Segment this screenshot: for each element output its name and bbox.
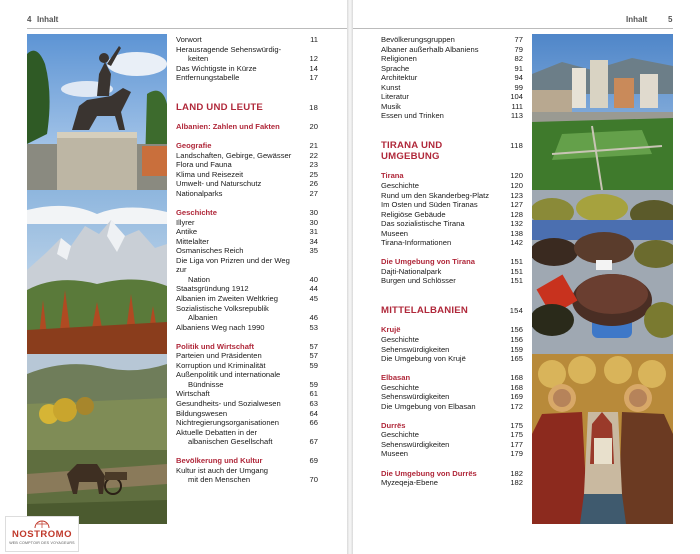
logo-name: NOSTROMO	[12, 529, 72, 540]
toc-entry-title: Vorwort	[176, 35, 202, 44]
toc-page-number: 156	[510, 325, 523, 335]
toc-page-number: 18	[309, 102, 318, 112]
toc-entry-title: Albanien im Zweiten Weltkrieg	[176, 293, 278, 303]
toc-page-number: 120	[510, 180, 523, 190]
toc-entry[interactable]	[176, 313, 318, 323]
toc-entry-title: Das Wichtigste in Kürze	[176, 63, 257, 73]
toc-entry-title: Außenpolitik und internationale	[176, 370, 281, 380]
toc-page-number: 99	[514, 82, 523, 92]
toc-spacer	[176, 113, 318, 123]
right-page	[353, 0, 700, 554]
toc-entry-title: Parteien und Präsidenten	[176, 351, 262, 361]
toc-entry-title: Rund um den Skanderbeg-Platz	[381, 190, 490, 200]
toc-entry[interactable]	[176, 179, 318, 189]
toc-entry[interactable]	[381, 181, 523, 191]
toc-entry[interactable]	[176, 418, 318, 428]
toc-entry-title: Krujë	[381, 325, 401, 335]
toc-page-number: 12	[309, 54, 318, 64]
toc-entry[interactable]	[381, 392, 523, 402]
globe-icon	[34, 519, 50, 529]
photo-mountains-autumn	[27, 190, 167, 354]
toc-entry-title: Gesundheits- und Sozialwesen	[176, 398, 281, 408]
toc-entry-title: LAND UND LEUTE	[176, 101, 264, 113]
toc-entry[interactable]	[381, 238, 523, 248]
toc-section-heading[interactable]	[381, 257, 523, 267]
toc-entry-title: Sehenswürdigkeiten	[381, 439, 450, 449]
toc-entry[interactable]	[176, 189, 318, 199]
toc-entry-title: Geschichte	[381, 430, 419, 440]
toc-entry[interactable]	[176, 45, 318, 55]
toc-page-number: 64	[309, 408, 318, 418]
toc-page-number: 44	[309, 284, 318, 294]
toc-entry[interactable]	[176, 399, 318, 409]
toc-entry-title: Entfernungstabelle	[176, 73, 240, 83]
toc-left-column	[176, 35, 318, 485]
toc-entry-title: Nation	[188, 274, 210, 284]
toc-entry-title: Tirana	[381, 171, 404, 181]
toc-entry-title: Klima und Reisezeit	[176, 169, 244, 179]
toc-entry[interactable]	[381, 383, 523, 393]
toc-page-number: 132	[510, 219, 523, 229]
toc-entry[interactable]	[381, 210, 523, 220]
toc-entry[interactable]	[381, 73, 523, 83]
toc-entry[interactable]	[176, 409, 318, 419]
toc-page-number: 66	[309, 418, 318, 428]
toc-spacer	[381, 316, 523, 326]
toc-entry-title: Myzeqeja-Ebene	[381, 478, 438, 488]
toc-page-number: 179	[510, 449, 523, 459]
toc-entry[interactable]	[176, 323, 318, 333]
toc-entry[interactable]	[176, 275, 318, 285]
toc-page-number	[300, 304, 318, 314]
toc-entry-title: Albanien	[188, 313, 218, 323]
toc-page-number: 61	[309, 389, 318, 399]
toc-entry[interactable]	[176, 428, 318, 438]
toc-entry-title: Im Osten und Süden Tiranas	[381, 200, 478, 210]
toc-section-heading[interactable]	[176, 122, 318, 132]
toc-entry[interactable]	[176, 361, 318, 371]
toc-chapter-heading[interactable]	[381, 140, 523, 162]
toc-page-number: 182	[510, 468, 523, 478]
toc-chapter-heading[interactable]	[176, 102, 318, 113]
toc-page-number: 26	[309, 179, 318, 189]
toc-page-number	[300, 370, 318, 380]
toc-entry-title: Sehenswürdigkeiten	[381, 392, 450, 402]
toc-page-number: 94	[514, 73, 523, 83]
toc-page-number: 104	[510, 92, 523, 102]
toc-spacer	[176, 132, 318, 142]
toc-entry[interactable]	[381, 402, 523, 412]
toc-page-number: 156	[510, 334, 523, 344]
toc-entry-title: Geschichte	[381, 334, 419, 344]
toc-entry[interactable]	[176, 64, 318, 74]
toc-page-number: 30	[309, 217, 318, 227]
toc-entry[interactable]	[176, 151, 318, 161]
toc-page-number: 70	[309, 475, 318, 485]
toc-section-heading[interactable]	[381, 171, 523, 181]
toc-page-number	[300, 466, 318, 476]
toc-entry[interactable]	[176, 304, 318, 314]
toc-entry[interactable]	[176, 475, 318, 485]
toc-page-number: 53	[309, 322, 318, 332]
toc-entry-title: Mittelalter	[176, 236, 209, 246]
toc-page-number: 118	[510, 140, 523, 150]
toc-entry-title: Die Umgebung von Elbasan	[381, 401, 476, 411]
toc-entry-title: Nationalparks	[176, 189, 223, 199]
toc-entry[interactable]	[381, 229, 523, 239]
toc-entry-title: Flora und Fauna	[176, 160, 232, 170]
toc-page-number: 57	[309, 351, 318, 361]
toc-page-number: 17	[309, 73, 318, 83]
toc-page-number: 177	[510, 439, 523, 449]
toc-page-number: 151	[510, 276, 523, 286]
toc-entry[interactable]	[381, 111, 523, 121]
right-header-rule	[353, 28, 673, 29]
toc-entry-title: Osmanisches Reich	[176, 246, 244, 256]
toc-page-number	[300, 256, 318, 275]
toc-page-number: 40	[309, 274, 318, 284]
toc-entry[interactable]	[381, 35, 523, 45]
toc-section-heading[interactable]	[176, 342, 318, 352]
toc-entry[interactable]	[381, 335, 523, 345]
toc-entry-title: Albaner außerhalb Albaniens	[381, 44, 479, 54]
toc-entry-title: Durrës	[381, 420, 406, 430]
left-running-head: Inhalt	[37, 15, 59, 24]
toc-entry-title: Staatsgründung 1912	[176, 284, 249, 294]
toc-spacer	[381, 459, 523, 469]
toc-entry-title: Umwelt- und Naturschutz	[176, 179, 262, 189]
toc-entry-title: Bevölkerungsgruppen	[381, 35, 455, 44]
toc-entry-title: Die Umgebung von Tirana	[381, 257, 475, 267]
toc-page-number: 168	[510, 382, 523, 392]
toc-entry[interactable]	[176, 246, 318, 256]
toc-page-number: 20	[309, 122, 318, 132]
toc-page-number: 35	[309, 246, 318, 256]
toc-page-number: 34	[309, 236, 318, 246]
toc-page-number: 69	[309, 456, 318, 466]
toc-page-number: 182	[510, 478, 523, 488]
toc-page-number: 154	[509, 305, 523, 315]
toc-entry-title: Sozialistische Volksrepublik	[176, 303, 269, 313]
toc-entry[interactable]	[381, 45, 523, 55]
toc-entry[interactable]	[381, 64, 523, 74]
logo-tagline: WEB COMPTOIR DES VOYAGEURS	[9, 541, 75, 545]
toc-entry[interactable]	[176, 54, 318, 64]
toc-entry-title: Bevölkerung und Kultur	[176, 456, 263, 466]
toc-page-number: 14	[309, 63, 318, 73]
toc-page-number: 79	[514, 44, 523, 54]
toc-page-number	[300, 428, 318, 438]
toc-entry-title: Antike	[176, 227, 198, 237]
toc-entry[interactable]	[176, 256, 318, 275]
toc-entry[interactable]	[381, 92, 523, 102]
toc-entry[interactable]	[176, 370, 318, 380]
toc-entry-title: Albaniens Weg nach 1990	[176, 322, 265, 332]
toc-page-number: 30	[309, 208, 318, 218]
toc-entry-title: Albanien: Zahlen und Fakten	[176, 122, 280, 132]
toc-spacer	[176, 332, 318, 342]
toc-entry-title: Geschichte	[176, 208, 217, 218]
left-header-rule	[27, 28, 347, 29]
toc-entry[interactable]	[381, 83, 523, 93]
toc-entry[interactable]	[176, 389, 318, 399]
toc-page-number: 63	[309, 398, 318, 408]
toc-entry-title: Musik	[381, 101, 401, 111]
toc-page-number: 175	[510, 430, 523, 440]
toc-entry[interactable]	[381, 430, 523, 440]
toc-page-number: 59	[309, 360, 318, 370]
toc-entry[interactable]	[176, 35, 318, 45]
toc-spacer	[381, 286, 523, 305]
toc-page-number: 59	[309, 379, 318, 389]
toc-entry-title: Religionen	[381, 54, 417, 64]
toc-entry-title: mit den Menschen	[188, 475, 251, 485]
toc-spacer	[381, 248, 523, 258]
toc-page-number: 77	[514, 35, 523, 44]
toc-entry[interactable]	[381, 267, 523, 277]
toc-page-number: 31	[309, 227, 318, 237]
toc-page-number: 165	[510, 354, 523, 364]
toc-entry-title: Kultur ist auch der Umgang	[176, 465, 269, 475]
toc-entry-title: Wirtschaft	[176, 389, 210, 399]
photo-tirana-city	[532, 34, 673, 190]
toc-page-number: 23	[309, 160, 318, 170]
toc-entry[interactable]	[176, 160, 318, 170]
toc-entry-title: keiten	[188, 54, 209, 64]
toc-entry[interactable]	[176, 466, 318, 476]
toc-entry[interactable]	[381, 102, 523, 112]
toc-entry[interactable]	[381, 191, 523, 201]
toc-entry-title: Kunst	[381, 82, 401, 92]
toc-page-number: 27	[309, 189, 318, 199]
toc-entry[interactable]	[176, 351, 318, 361]
toc-section-heading[interactable]	[381, 421, 523, 431]
left-page	[0, 0, 347, 554]
toc-page-number: 151	[510, 257, 523, 267]
toc-page-number	[300, 45, 318, 55]
toc-entry-title: Politik und Wirtschaft	[176, 341, 254, 351]
toc-entry-title: TIRANA UND UMGEBUNG	[381, 139, 443, 162]
toc-entry-title: Burgen und Schlösser	[381, 276, 456, 286]
toc-entry[interactable]	[176, 284, 318, 294]
toc-entry-title: Landschaften, Gebirge, Gewässer	[176, 150, 292, 160]
toc-page-number: 67	[309, 437, 318, 447]
toc-page-number: 113	[510, 111, 523, 121]
toc-page-number: 168	[510, 373, 523, 383]
toc-entry-title: MITTELALBANIEN	[381, 304, 469, 316]
toc-page-number: 172	[510, 401, 523, 411]
toc-entry-title: Herausragende Sehenswürdig-	[176, 44, 282, 54]
toc-entry[interactable]	[176, 218, 318, 228]
toc-entry-title: Sehenswürdigkeiten	[381, 344, 450, 354]
toc-section-heading[interactable]	[176, 141, 318, 151]
toc-entry[interactable]	[381, 54, 523, 64]
toc-entry-title: Tirana-Informationen	[381, 238, 452, 248]
toc-entry[interactable]	[381, 345, 523, 355]
toc-page-number: 111	[511, 101, 523, 111]
toc-entry-title: Literatur	[381, 92, 409, 102]
toc-entry[interactable]	[381, 449, 523, 459]
toc-section-heading[interactable]	[381, 469, 523, 479]
toc-page-number: 82	[514, 54, 523, 64]
toc-entry[interactable]	[381, 478, 523, 488]
toc-entry-title: Museen	[381, 228, 409, 238]
toc-page-number: 151	[510, 266, 523, 276]
toc-entry[interactable]	[176, 380, 318, 390]
toc-entry-title: Das sozialistische Tirana	[381, 219, 465, 229]
toc-section-heading[interactable]	[176, 208, 318, 218]
toc-right-column	[381, 35, 523, 488]
toc-entry-title: Nichtregierungsorganisationen	[176, 418, 280, 428]
toc-spacer	[176, 199, 318, 209]
photo-rural-horse-cart	[27, 354, 167, 524]
toc-page-number: 46	[309, 313, 318, 323]
toc-page-number: 128	[510, 209, 523, 219]
toc-entry[interactable]	[176, 294, 318, 304]
toc-spacer	[381, 121, 523, 140]
toc-entry[interactable]	[176, 437, 318, 447]
toc-page-number: 127	[510, 200, 523, 210]
toc-entry[interactable]	[176, 170, 318, 180]
toc-page-number: 25	[309, 169, 318, 179]
toc-section-heading[interactable]	[381, 325, 523, 335]
toc-section-heading[interactable]	[381, 373, 523, 383]
toc-entry[interactable]	[176, 237, 318, 247]
toc-entry-title: albanischen Gesellschaft	[188, 437, 273, 447]
left-page-number: 4	[27, 15, 32, 24]
toc-entry-title: Korruption und Kriminalität	[176, 360, 266, 370]
toc-section-heading[interactable]	[176, 456, 318, 466]
toc-spacer	[381, 411, 523, 421]
toc-page-number: 91	[514, 63, 523, 73]
toc-entry-title: Geschichte	[381, 382, 419, 392]
toc-page-number: 11	[310, 35, 318, 44]
toc-page-number: 45	[309, 293, 318, 303]
toc-entry-title: Illyrer	[176, 217, 195, 227]
toc-spacer	[381, 162, 523, 172]
toc-spacer	[176, 83, 318, 102]
photo-orthodox-icon	[532, 354, 673, 524]
toc-entry[interactable]	[381, 354, 523, 364]
toc-page-number: 123	[510, 190, 523, 200]
toc-chapter-heading[interactable]	[381, 305, 523, 316]
toc-page-number: 138	[510, 228, 523, 238]
toc-entry-title: Die Umgebung von Krujë	[381, 354, 466, 364]
toc-entry-title: Architektur	[381, 73, 418, 83]
toc-spacer	[381, 364, 523, 374]
toc-entry[interactable]	[381, 200, 523, 210]
toc-page-number: 169	[510, 392, 523, 402]
toc-entry-title: Geschichte	[381, 180, 419, 190]
toc-entry-title: Bündnisse	[188, 379, 224, 389]
toc-page-number: 120	[510, 171, 523, 181]
right-page-number: 5	[668, 15, 673, 24]
toc-entry-title: Die Liga von Prizren und der Weg zur	[176, 255, 290, 275]
toc-entry[interactable]	[381, 276, 523, 286]
toc-entry-title: Religiöse Gebäude	[381, 209, 446, 219]
toc-entry-title: Elbasan	[381, 373, 411, 383]
toc-page-number: 159	[510, 344, 523, 354]
toc-entry[interactable]	[176, 73, 318, 83]
toc-spacer	[176, 447, 318, 457]
toc-entry[interactable]	[176, 227, 318, 237]
toc-entry-title: Die Umgebung von Durrës	[381, 468, 477, 478]
right-running-head: Inhalt	[626, 15, 648, 24]
toc-entry-title: Essen und Trinken	[381, 111, 444, 121]
nostromo-logo	[5, 516, 79, 552]
toc-entry[interactable]	[381, 219, 523, 229]
toc-page-number: 142	[510, 238, 523, 248]
toc-page-number: 57	[309, 341, 318, 351]
toc-entry-title: Geografie	[176, 141, 212, 151]
toc-page-number: 175	[510, 420, 523, 430]
toc-entry-title: Dajti-Nationalpark	[381, 266, 442, 276]
toc-page-number: 21	[309, 141, 318, 151]
photo-skanderbeg-statue	[27, 34, 167, 190]
toc-page-number: 22	[309, 150, 318, 160]
toc-entry-title: Bildungswesen	[176, 408, 228, 418]
toc-entry-title: Aktuelle Debatten in der	[176, 427, 258, 437]
photo-olives-market	[532, 190, 673, 354]
toc-entry-title: Museen	[381, 449, 409, 459]
toc-entry-title: Sprache	[381, 63, 410, 73]
toc-entry[interactable]	[381, 440, 523, 450]
